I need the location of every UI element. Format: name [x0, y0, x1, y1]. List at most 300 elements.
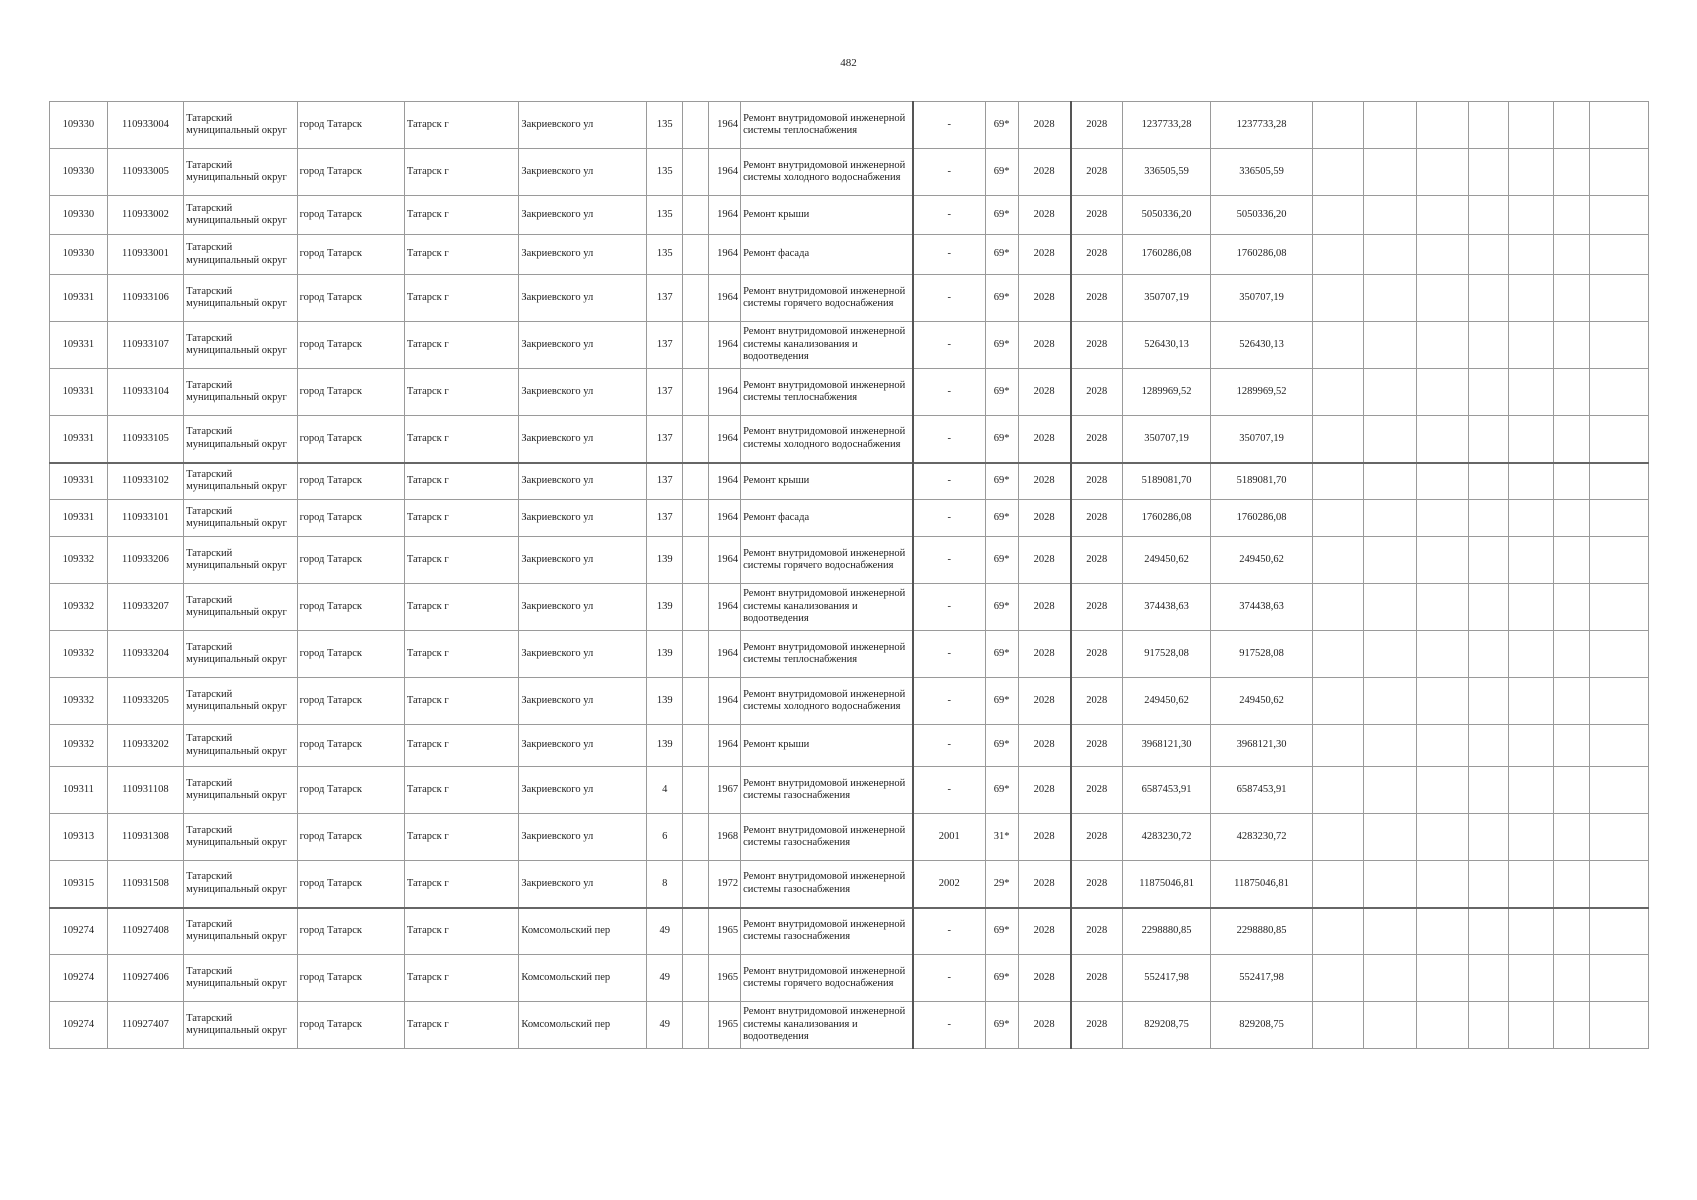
cell-empty	[1508, 814, 1553, 861]
cell-plan-year-end: 2028	[1071, 463, 1123, 500]
cell-street: Закриевского ул	[519, 861, 647, 908]
cell-building	[683, 322, 709, 369]
cell-plan-year-start: 2028	[1018, 584, 1071, 631]
table-row	[50, 678, 1649, 725]
cell-plan-year-start: 2028	[1018, 814, 1071, 861]
cell-empty	[1508, 369, 1553, 416]
cell-house-number: 135	[647, 196, 683, 235]
table-row	[50, 955, 1649, 1002]
cell-cost-fund: 4283230,72	[1211, 814, 1312, 861]
cell-empty	[1364, 235, 1417, 275]
cell-item-id: 110933004	[107, 102, 183, 149]
cell-street: Закриевского ул	[519, 322, 647, 369]
cell-municipality: Татарский муниципальный округ	[184, 102, 297, 149]
cell-last-repair-year: -	[913, 463, 985, 500]
cell-wear-percent: 69*	[985, 275, 1018, 322]
cell-empty	[1553, 861, 1589, 908]
cell-house-number: 4	[647, 767, 683, 814]
cell-wear-percent: 69*	[985, 235, 1018, 275]
cell-street: Закриевского ул	[519, 102, 647, 149]
cell-empty	[1553, 275, 1589, 322]
cell-street: Закриевского ул	[519, 584, 647, 631]
cell-wear-percent: 69*	[985, 908, 1018, 955]
cell-empty	[1416, 584, 1469, 631]
cell-empty	[1364, 463, 1417, 500]
cell-settlement: город Татарск	[297, 861, 404, 908]
cell-house-number: 135	[647, 149, 683, 196]
cell-plan-year-start: 2028	[1018, 322, 1071, 369]
cell-settlement: город Татарск	[297, 416, 404, 463]
cell-wear-percent: 69*	[985, 678, 1018, 725]
cell-plan-year-end: 2028	[1071, 908, 1123, 955]
cell-empty	[1553, 908, 1589, 955]
cell-item-id: 110933106	[107, 275, 183, 322]
cell-street: Комсомольский пер	[519, 955, 647, 1002]
table-row	[50, 275, 1649, 322]
cell-house-number: 139	[647, 631, 683, 678]
cell-locality: Татарск г	[404, 955, 519, 1002]
cell-empty	[1553, 102, 1589, 149]
cell-empty	[1364, 678, 1417, 725]
cell-house-id: 109315	[50, 861, 108, 908]
cell-house-number: 49	[647, 908, 683, 955]
cell-item-id: 110927407	[107, 1002, 183, 1049]
cell-house-number: 135	[647, 102, 683, 149]
cell-item-id: 110933107	[107, 322, 183, 369]
cell-empty	[1416, 500, 1469, 537]
table-row	[50, 235, 1649, 275]
cell-empty	[1469, 463, 1508, 500]
capital-repair-register-table	[49, 101, 1649, 1049]
cell-item-id: 110933101	[107, 500, 183, 537]
cell-empty	[1508, 275, 1553, 322]
cell-last-repair-year: -	[913, 369, 985, 416]
cell-empty	[1553, 196, 1589, 235]
cell-empty	[1508, 725, 1553, 767]
cell-street: Закриевского ул	[519, 631, 647, 678]
cell-empty	[1364, 196, 1417, 235]
cell-locality: Татарск г	[404, 275, 519, 322]
cell-house-id: 109311	[50, 767, 108, 814]
cell-building	[683, 275, 709, 322]
cell-municipality: Татарский муниципальный округ	[184, 861, 297, 908]
cell-plan-year-end: 2028	[1071, 500, 1123, 537]
cell-build-year: 1964	[709, 537, 741, 584]
cell-cost-total: 552417,98	[1122, 955, 1211, 1002]
cell-cost-fund: 350707,19	[1211, 275, 1312, 322]
cell-empty	[1553, 416, 1589, 463]
cell-plan-year-start: 2028	[1018, 235, 1071, 275]
cell-empty	[1508, 537, 1553, 584]
cell-house-number: 137	[647, 500, 683, 537]
cell-settlement: город Татарск	[297, 369, 404, 416]
cell-empty	[1416, 767, 1469, 814]
cell-empty	[1469, 678, 1508, 725]
cell-cost-fund: 552417,98	[1211, 955, 1312, 1002]
cell-empty	[1312, 584, 1364, 631]
table-row	[50, 631, 1649, 678]
cell-plan-year-start: 2028	[1018, 416, 1071, 463]
cell-empty	[1590, 725, 1649, 767]
cell-empty	[1469, 500, 1508, 537]
cell-settlement: город Татарск	[297, 102, 404, 149]
cell-empty	[1469, 196, 1508, 235]
cell-empty	[1416, 196, 1469, 235]
cell-item-id: 110933202	[107, 725, 183, 767]
cell-settlement: город Татарск	[297, 500, 404, 537]
cell-cost-fund: 336505,59	[1211, 149, 1312, 196]
cell-build-year: 1964	[709, 275, 741, 322]
cell-empty	[1469, 908, 1508, 955]
cell-empty	[1416, 1002, 1469, 1049]
cell-locality: Татарск г	[404, 537, 519, 584]
cell-street: Закриевского ул	[519, 537, 647, 584]
cell-settlement: город Татарск	[297, 149, 404, 196]
cell-empty	[1312, 149, 1364, 196]
cell-wear-percent: 31*	[985, 814, 1018, 861]
cell-municipality: Татарский муниципальный округ	[184, 275, 297, 322]
cell-build-year: 1964	[709, 584, 741, 631]
table-row	[50, 463, 1649, 500]
cell-wear-percent: 69*	[985, 584, 1018, 631]
table-row	[50, 767, 1649, 814]
cell-empty	[1312, 369, 1364, 416]
cell-empty	[1416, 814, 1469, 861]
cell-wear-percent: 29*	[985, 861, 1018, 908]
cell-plan-year-end: 2028	[1071, 1002, 1123, 1049]
cell-plan-year-start: 2028	[1018, 463, 1071, 500]
cell-house-number: 137	[647, 416, 683, 463]
cell-empty	[1312, 767, 1364, 814]
cell-municipality: Татарский муниципальный округ	[184, 814, 297, 861]
cell-work-type: Ремонт внутридомовой инженерной системы канализования и водоотведения	[741, 584, 913, 631]
cell-cost-fund: 1760286,08	[1211, 500, 1312, 537]
cell-plan-year-end: 2028	[1071, 416, 1123, 463]
cell-work-type: Ремонт внутридомовой инженерной системы теплоснабжения	[741, 631, 913, 678]
cell-street: Закриевского ул	[519, 149, 647, 196]
cell-plan-year-end: 2028	[1071, 678, 1123, 725]
cell-empty	[1416, 322, 1469, 369]
cell-empty	[1553, 631, 1589, 678]
cell-settlement: город Татарск	[297, 463, 404, 500]
cell-wear-percent: 69*	[985, 369, 1018, 416]
cell-plan-year-start: 2028	[1018, 369, 1071, 416]
cell-empty	[1416, 463, 1469, 500]
table-row	[50, 725, 1649, 767]
cell-empty	[1416, 369, 1469, 416]
cell-municipality: Татарский муниципальный округ	[184, 725, 297, 767]
cell-build-year: 1964	[709, 631, 741, 678]
cell-building	[683, 584, 709, 631]
cell-house-number: 49	[647, 955, 683, 1002]
cell-empty	[1469, 416, 1508, 463]
cell-empty	[1364, 275, 1417, 322]
cell-last-repair-year: 2002	[913, 861, 985, 908]
cell-street: Закриевского ул	[519, 235, 647, 275]
cell-item-id: 110931308	[107, 814, 183, 861]
cell-settlement: город Татарск	[297, 235, 404, 275]
cell-empty	[1416, 416, 1469, 463]
cell-cost-fund: 5189081,70	[1211, 463, 1312, 500]
table-row	[50, 322, 1649, 369]
cell-work-type: Ремонт внутридомовой инженерной системы теплоснабжения	[741, 102, 913, 149]
cell-house-number: 139	[647, 678, 683, 725]
cell-house-id: 109332	[50, 537, 108, 584]
cell-empty	[1469, 631, 1508, 678]
cell-cost-fund: 5050336,20	[1211, 196, 1312, 235]
cell-empty	[1469, 322, 1508, 369]
cell-empty	[1553, 955, 1589, 1002]
cell-empty	[1312, 861, 1364, 908]
cell-empty	[1416, 537, 1469, 584]
cell-house-id: 109332	[50, 725, 108, 767]
cell-locality: Татарск г	[404, 416, 519, 463]
cell-item-id: 110933105	[107, 416, 183, 463]
cell-item-id: 110927408	[107, 908, 183, 955]
cell-empty	[1553, 537, 1589, 584]
cell-empty	[1590, 149, 1649, 196]
cell-empty	[1590, 322, 1649, 369]
cell-cost-fund: 526430,13	[1211, 322, 1312, 369]
cell-cost-fund: 350707,19	[1211, 416, 1312, 463]
cell-item-id: 110933104	[107, 369, 183, 416]
cell-locality: Татарск г	[404, 767, 519, 814]
cell-locality: Татарск г	[404, 725, 519, 767]
cell-empty	[1364, 149, 1417, 196]
cell-empty	[1590, 537, 1649, 584]
cell-empty	[1508, 196, 1553, 235]
cell-empty	[1590, 814, 1649, 861]
cell-cost-fund: 249450,62	[1211, 678, 1312, 725]
cell-item-id: 110931108	[107, 767, 183, 814]
cell-empty	[1590, 767, 1649, 814]
cell-item-id: 110933005	[107, 149, 183, 196]
cell-empty	[1508, 235, 1553, 275]
table-row	[50, 196, 1649, 235]
table-row	[50, 537, 1649, 584]
cell-house-number: 137	[647, 322, 683, 369]
cell-street: Закриевского ул	[519, 500, 647, 537]
cell-locality: Татарск г	[404, 369, 519, 416]
cell-empty	[1364, 908, 1417, 955]
cell-plan-year-end: 2028	[1071, 814, 1123, 861]
cell-work-type: Ремонт внутридомовой инженерной системы горячего водоснабжения	[741, 955, 913, 1002]
cell-street: Закриевского ул	[519, 678, 647, 725]
cell-locality: Татарск г	[404, 1002, 519, 1049]
cell-build-year: 1964	[709, 235, 741, 275]
cell-municipality: Татарский муниципальный округ	[184, 955, 297, 1002]
cell-plan-year-end: 2028	[1071, 725, 1123, 767]
cell-building	[683, 537, 709, 584]
cell-cost-fund: 11875046,81	[1211, 861, 1312, 908]
cell-building	[683, 500, 709, 537]
cell-empty	[1590, 463, 1649, 500]
cell-empty	[1364, 537, 1417, 584]
cell-building	[683, 908, 709, 955]
cell-wear-percent: 69*	[985, 500, 1018, 537]
cell-empty	[1590, 1002, 1649, 1049]
table-row	[50, 500, 1649, 537]
cell-street: Закриевского ул	[519, 416, 647, 463]
cell-locality: Татарск г	[404, 908, 519, 955]
cell-plan-year-start: 2028	[1018, 767, 1071, 814]
cell-build-year: 1964	[709, 369, 741, 416]
cell-empty	[1508, 500, 1553, 537]
cell-empty	[1469, 1002, 1508, 1049]
cell-work-type: Ремонт внутридомовой инженерной системы горячего водоснабжения	[741, 537, 913, 584]
cell-plan-year-start: 2028	[1018, 725, 1071, 767]
cell-empty	[1364, 584, 1417, 631]
cell-empty	[1312, 678, 1364, 725]
cell-settlement: город Татарск	[297, 767, 404, 814]
cell-plan-year-end: 2028	[1071, 631, 1123, 678]
cell-municipality: Татарский муниципальный округ	[184, 908, 297, 955]
cell-build-year: 1964	[709, 322, 741, 369]
cell-empty	[1553, 678, 1589, 725]
cell-empty	[1590, 861, 1649, 908]
cell-street: Закриевского ул	[519, 196, 647, 235]
cell-empty	[1364, 500, 1417, 537]
cell-locality: Татарск г	[404, 149, 519, 196]
table-row	[50, 149, 1649, 196]
cell-empty	[1508, 584, 1553, 631]
cell-municipality: Татарский муниципальный округ	[184, 149, 297, 196]
cell-cost-fund: 6587453,91	[1211, 767, 1312, 814]
cell-house-id: 109331	[50, 322, 108, 369]
cell-house-id: 109332	[50, 678, 108, 725]
cell-settlement: город Татарск	[297, 908, 404, 955]
cell-empty	[1416, 102, 1469, 149]
cell-wear-percent: 69*	[985, 463, 1018, 500]
cell-municipality: Татарский муниципальный округ	[184, 537, 297, 584]
cell-last-repair-year: -	[913, 102, 985, 149]
cell-empty	[1553, 725, 1589, 767]
page-number: 482	[840, 57, 857, 69]
cell-locality: Татарск г	[404, 196, 519, 235]
cell-work-type: Ремонт внутридомовой инженерной системы канализования и водоотведения	[741, 322, 913, 369]
cell-plan-year-start: 2028	[1018, 196, 1071, 235]
cell-house-number: 6	[647, 814, 683, 861]
table-row	[50, 861, 1649, 908]
cell-empty	[1416, 678, 1469, 725]
cell-item-id: 110933205	[107, 678, 183, 725]
cell-house-id: 109330	[50, 102, 108, 149]
cell-empty	[1469, 955, 1508, 1002]
cell-cost-total: 5050336,20	[1122, 196, 1211, 235]
cell-empty	[1553, 1002, 1589, 1049]
cell-settlement: город Татарск	[297, 955, 404, 1002]
cell-last-repair-year: -	[913, 767, 985, 814]
cell-empty	[1469, 275, 1508, 322]
cell-cost-total: 917528,08	[1122, 631, 1211, 678]
cell-empty	[1364, 955, 1417, 1002]
cell-empty	[1553, 322, 1589, 369]
cell-cost-fund: 917528,08	[1211, 631, 1312, 678]
cell-empty	[1553, 584, 1589, 631]
cell-empty	[1590, 908, 1649, 955]
cell-work-type: Ремонт внутридомовой инженерной системы газоснабжения	[741, 814, 913, 861]
cell-empty	[1553, 235, 1589, 275]
cell-building	[683, 196, 709, 235]
cell-house-id: 109313	[50, 814, 108, 861]
cell-empty	[1469, 102, 1508, 149]
cell-locality: Татарск г	[404, 102, 519, 149]
cell-item-id: 110933002	[107, 196, 183, 235]
cell-empty	[1364, 322, 1417, 369]
cell-house-id: 109274	[50, 1002, 108, 1049]
cell-street: Закриевского ул	[519, 369, 647, 416]
cell-last-repair-year: 2001	[913, 814, 985, 861]
cell-plan-year-start: 2028	[1018, 678, 1071, 725]
cell-empty	[1553, 463, 1589, 500]
cell-settlement: город Татарск	[297, 678, 404, 725]
cell-municipality: Татарский муниципальный округ	[184, 767, 297, 814]
cell-cost-fund: 1760286,08	[1211, 235, 1312, 275]
cell-building	[683, 1002, 709, 1049]
cell-house-number: 139	[647, 537, 683, 584]
cell-work-type: Ремонт внутридомовой инженерной системы газоснабжения	[741, 861, 913, 908]
cell-work-type: Ремонт внутридомовой инженерной системы газоснабжения	[741, 767, 913, 814]
cell-cost-fund: 249450,62	[1211, 537, 1312, 584]
cell-empty	[1312, 725, 1364, 767]
cell-plan-year-end: 2028	[1071, 102, 1123, 149]
cell-item-id: 110933207	[107, 584, 183, 631]
cell-empty	[1469, 584, 1508, 631]
cell-empty	[1508, 102, 1553, 149]
cell-empty	[1364, 861, 1417, 908]
cell-house-number: 49	[647, 1002, 683, 1049]
cell-cost-total: 1289969,52	[1122, 369, 1211, 416]
cell-municipality: Татарский муниципальный округ	[184, 463, 297, 500]
cell-work-type: Ремонт внутридомовой инженерной системы газоснабжения	[741, 908, 913, 955]
cell-wear-percent: 69*	[985, 149, 1018, 196]
cell-plan-year-end: 2028	[1071, 322, 1123, 369]
cell-empty	[1416, 908, 1469, 955]
cell-last-repair-year: -	[913, 908, 985, 955]
cell-empty	[1469, 149, 1508, 196]
cell-settlement: город Татарск	[297, 584, 404, 631]
cell-cost-total: 374438,63	[1122, 584, 1211, 631]
cell-house-id: 109274	[50, 955, 108, 1002]
cell-build-year: 1967	[709, 767, 741, 814]
cell-work-type: Ремонт внутридомовой инженерной системы холодного водоснабжения	[741, 416, 913, 463]
cell-house-number: 137	[647, 463, 683, 500]
cell-house-id: 109331	[50, 463, 108, 500]
cell-cost-total: 249450,62	[1122, 678, 1211, 725]
cell-empty	[1508, 908, 1553, 955]
table-row	[50, 584, 1649, 631]
cell-work-type: Ремонт фасада	[741, 235, 913, 275]
cell-building	[683, 955, 709, 1002]
cell-empty	[1508, 149, 1553, 196]
cell-plan-year-end: 2028	[1071, 537, 1123, 584]
cell-empty	[1312, 416, 1364, 463]
cell-wear-percent: 69*	[985, 725, 1018, 767]
cell-building	[683, 416, 709, 463]
cell-cost-fund: 829208,75	[1211, 1002, 1312, 1049]
table-row	[50, 1002, 1649, 1049]
cell-last-repair-year: -	[913, 275, 985, 322]
cell-empty	[1364, 369, 1417, 416]
cell-cost-total: 249450,62	[1122, 537, 1211, 584]
cell-empty	[1469, 861, 1508, 908]
cell-item-id: 110933102	[107, 463, 183, 500]
cell-plan-year-start: 2028	[1018, 149, 1071, 196]
cell-empty	[1364, 725, 1417, 767]
cell-street: Закриевского ул	[519, 767, 647, 814]
cell-empty	[1416, 275, 1469, 322]
cell-item-id: 110927406	[107, 955, 183, 1002]
